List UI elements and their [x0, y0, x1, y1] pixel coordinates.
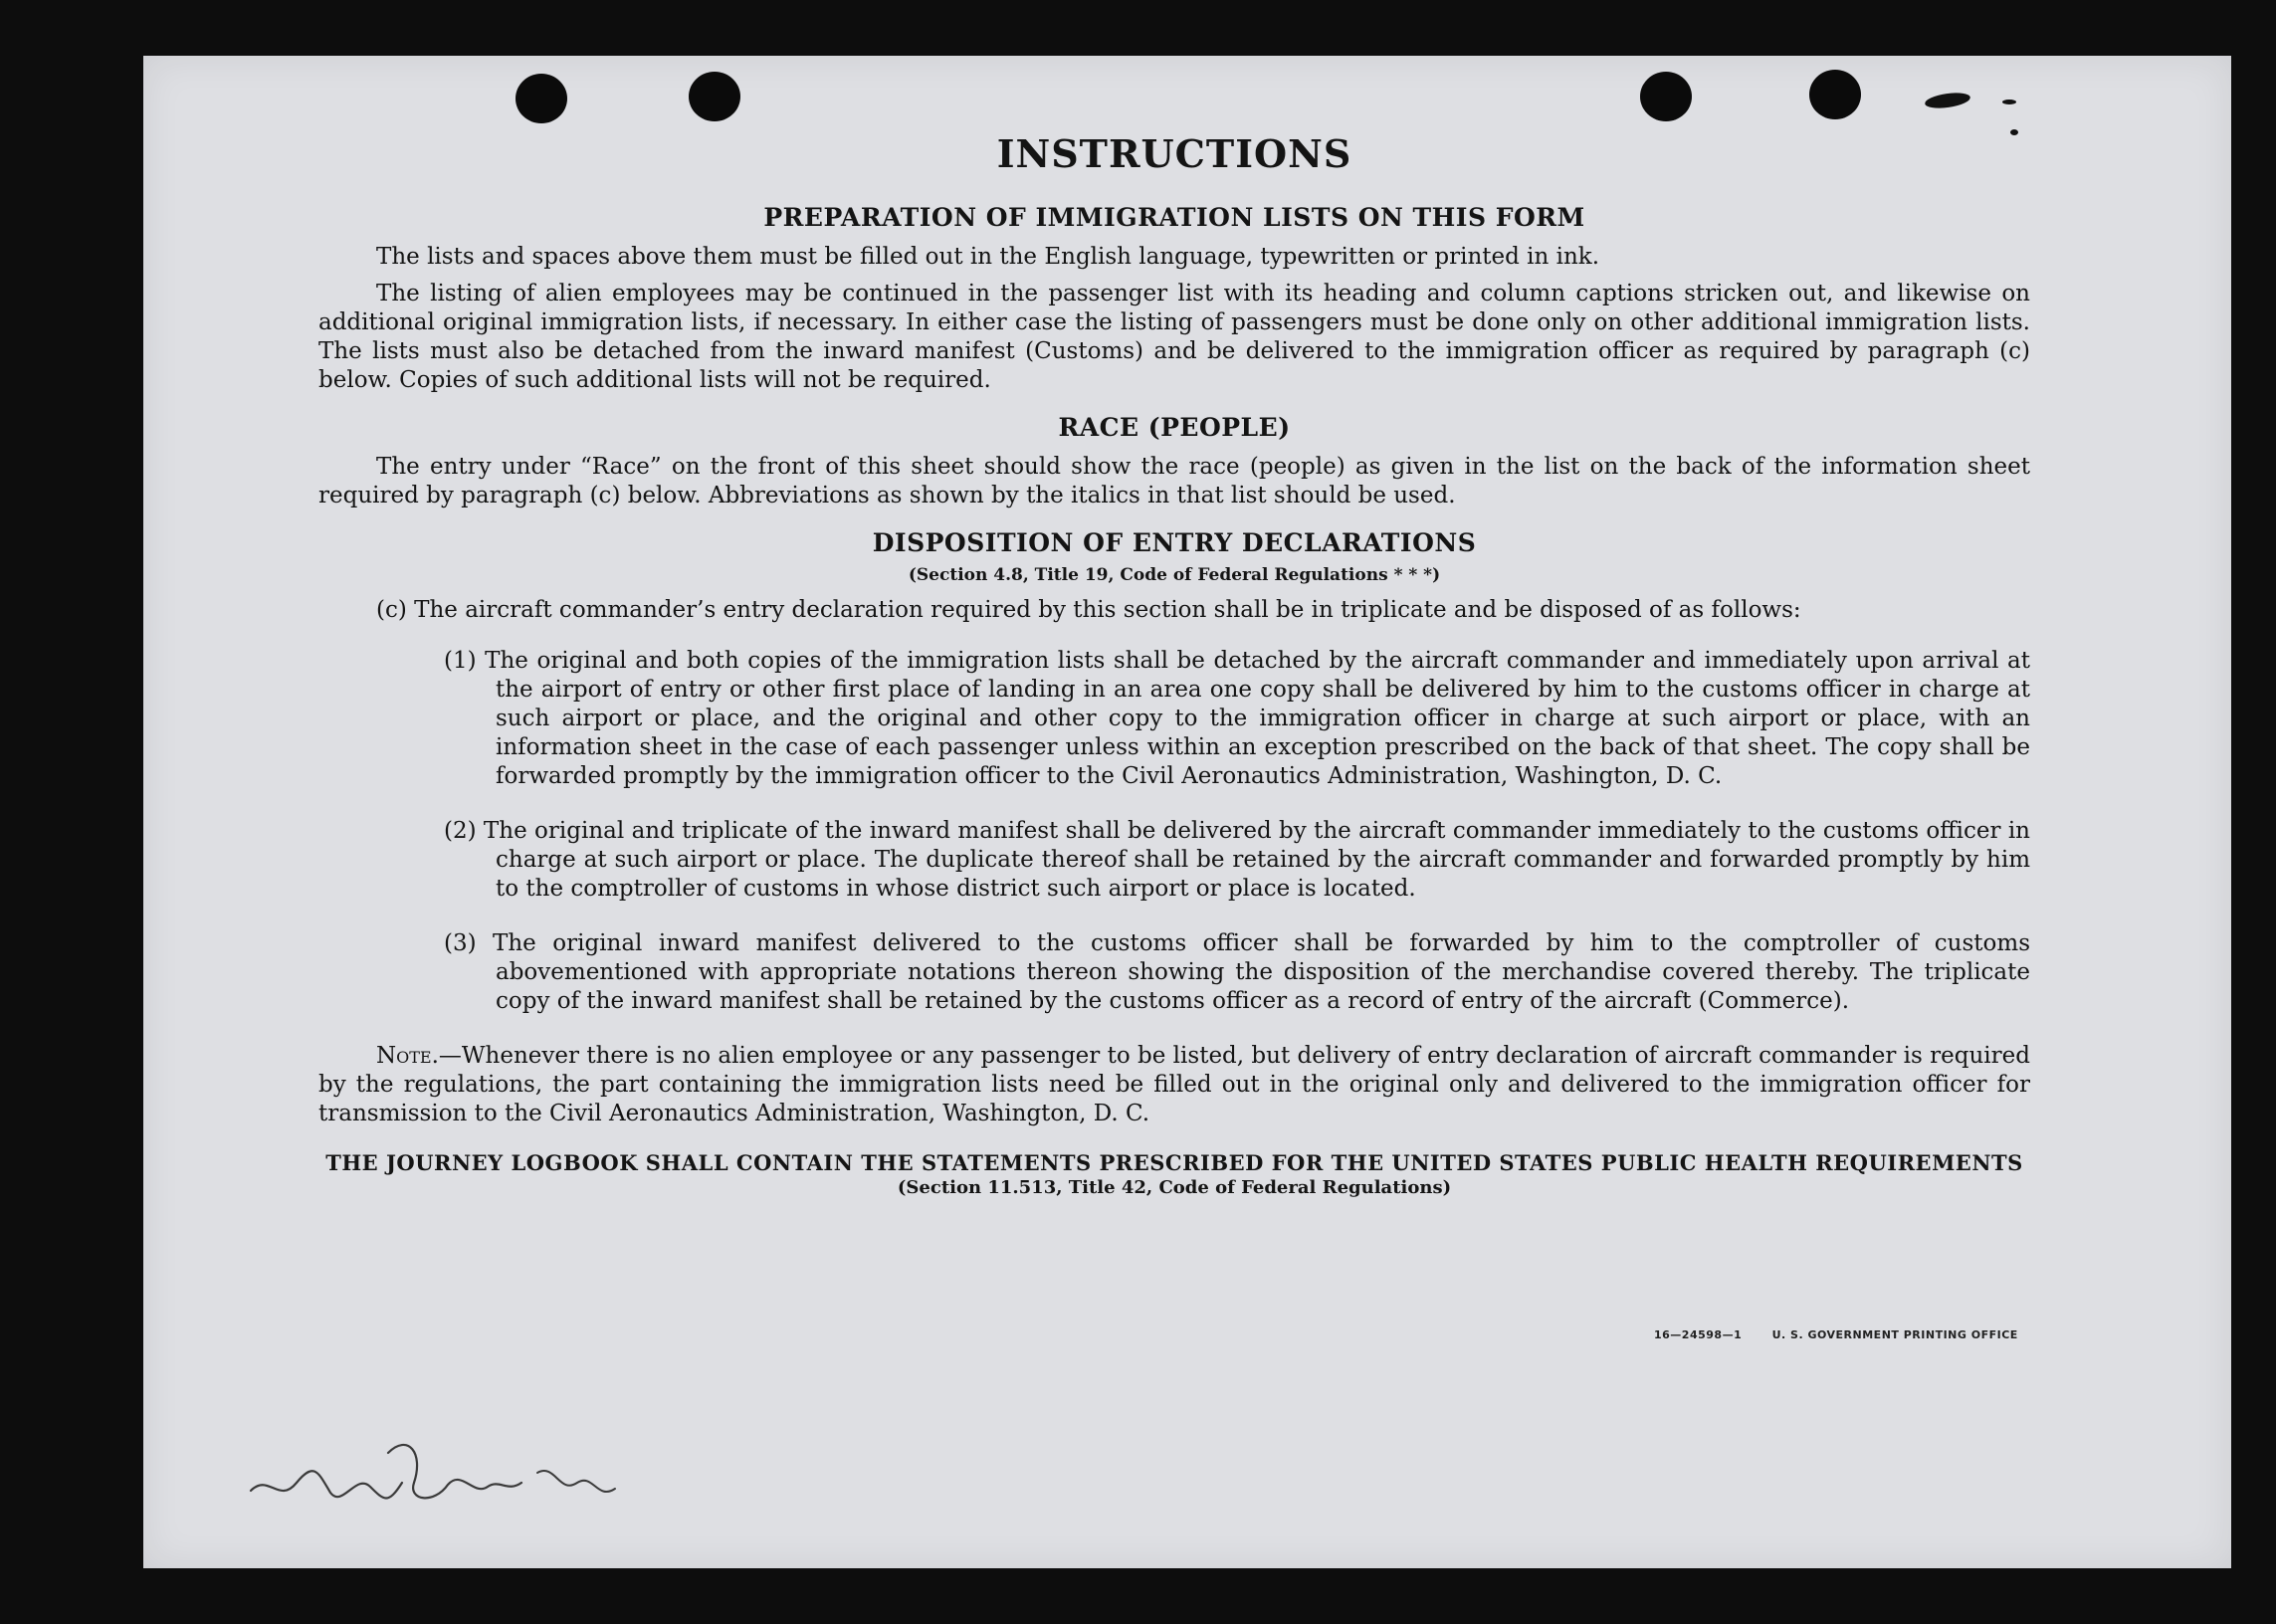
form-number: 16—24598—1 [1654, 1328, 1743, 1341]
disposition-item-2: (2) The original and triplicate of the inward manifest shall be delivered by the aircraft commander immediately to the customs officer in charge at such airport or place. The duplicate thereof shall be retained by the aircraft commander and forwarded promptly by him to the comptroller of customs in whose district such airport or place is located. [444, 818, 2030, 902]
document-title: INSTRUCTIONS [996, 131, 1352, 176]
disposition-lead: (c) The aircraft commander’s entry declaration required by this section shall be in triplicate and be disposed of as follows: [376, 597, 1801, 623]
handwritten-signature [239, 1413, 657, 1522]
punch-hole [689, 72, 740, 121]
punch-hole [1809, 70, 1861, 119]
note-label: Note. [376, 1043, 439, 1069]
ink-mark [2002, 100, 2016, 104]
race-paragraph: The entry under “Race” on the front of this sheet should show the race (people) as given in the list on the back of the information sheet required by paragraph (c) below. Abbreviations as shown by the italics in that list should be used. [318, 454, 2030, 508]
disposition-item-1: (1) The original and both copies of the immigration lists shall be detached by the aircraft commander and immediately upon arrival at the airport of entry or other first place of landing in an area one copy shall be delivered by him to the customs officer in charge at such airport or place, and the original and other copy to the immigration officer in charge at such airport or place, with an information sheet in the case of each passenger unless within an exception prescribed on the back of that sheet. The copy shall be forwarded promptly by the immigration officer to the Civil Aeronautics Administration, Washington, D. C. [444, 648, 2030, 789]
instructions-document [318, 131, 2030, 1200]
printer-name: U. S. GOVERNMENT PRINTING OFFICE [1771, 1328, 2018, 1341]
punch-hole [516, 74, 567, 123]
race-heading: RACE (PEOPLE) [1058, 413, 1291, 442]
note-paragraph [318, 1042, 2030, 1128]
disposition-item-3: (3) The original inward manifest delivered to the customs officer shall be forwarded by him to the comptroller of customs abovementioned with appropriate notations thereon showing the disposition of the merchandise covered thereby. The triplicate copy of the inward manifest shall be retained by the customs officer as a record of entry of the aircraft (Commerce). [444, 930, 2030, 1014]
disposition-heading: DISPOSITION OF ENTRY DECLARATIONS [872, 528, 1477, 557]
note-text: —Whenever there is no alien employee or any passenger to be listed, but delivery of entry declaration of aircraft commander is required by the regulations, the part containing the immigration lists need be filled out in the original only and delivered to the immigration officer for transmission to the Civil Aeronautics Administration, Washington, D. C. [318, 1043, 2030, 1126]
health-requirements-citation: (Section 11.513, Title 42, Code of Federal Regulations) [897, 1177, 1452, 1198]
preparation-paragraph-2: The listing of alien employees may be continued in the passenger list with its heading and column captions stricken out, and likewise on additional original immigration lists, if necessary. In either case the listing of passengers must be done only on other additional immigration lists. The lists must also be detached from the inward manifest (Customs) and be delivered to the immigration officer as required by paragraph (c) below. Copies of such additional lists will not be required. [318, 281, 2030, 393]
health-requirements-heading: THE JOURNEY LOGBOOK SHALL CONTAIN THE STATEMENTS PRESCRIBED FOR THE UNITED STATES PUBLIC HEALTH REQUIREMENTS [325, 1150, 2023, 1175]
disposition-citation: (Section 4.8, Title 19, Code of Federal Regulations * * *) [908, 565, 1441, 585]
punch-hole [1640, 72, 1692, 121]
ink-mark [1924, 91, 1971, 110]
preparation-heading: PREPARATION OF IMMIGRATION LISTS ON THIS FORM [763, 203, 1585, 232]
preparation-paragraph-1: The lists and spaces above them must be filled out in the English language, typewritten or printed in ink. [376, 244, 1600, 270]
printer-imprint [1654, 1328, 2018, 1341]
